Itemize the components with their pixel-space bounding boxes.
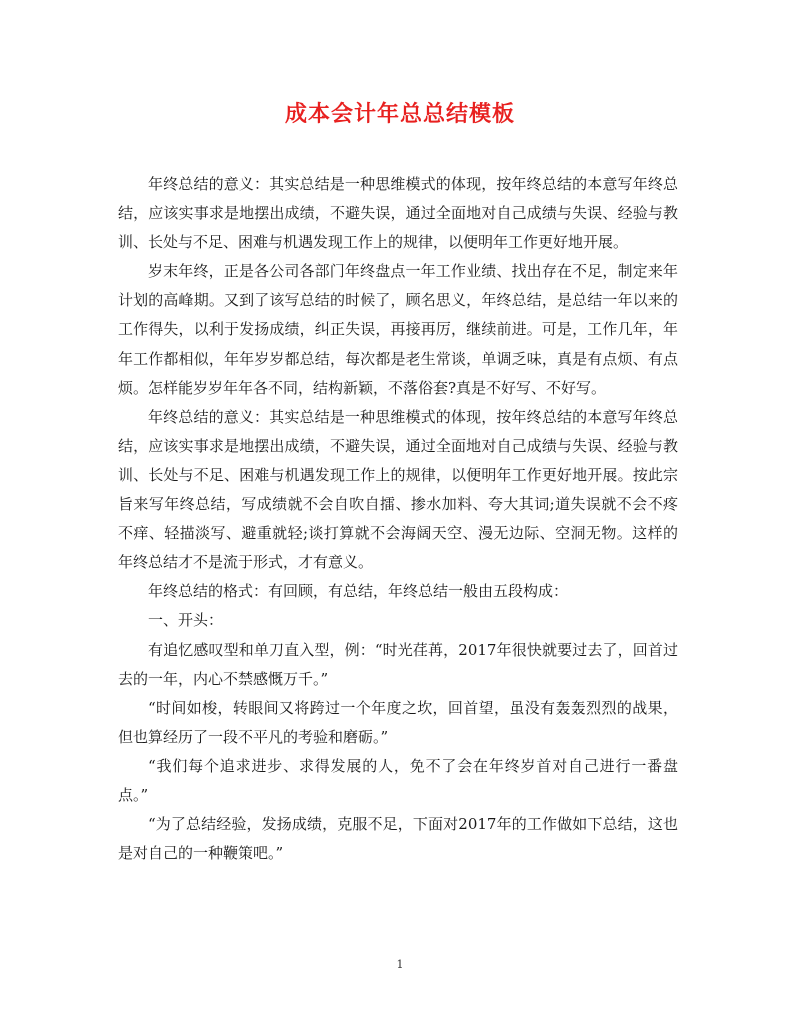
section-heading-opening: 一、开头： bbox=[148, 611, 224, 630]
paragraph-year-end: 岁末年终，正是各公司各部门年终盘点一年工作业绩、找出存在不足，制定来年计划的高峰期。又到了该写总结的时候了，顾名思义，年终总结，是总结一年以来的工作得失，以利于发扬成绩，纠正失误，再接再厉，继续前进。可是，工作几年，年年工作都相似，年年岁岁都总结，每次都是老生常谈，单调乏味，真是有点烦、有点烦。怎样能岁岁年年各不同，结构新颖，不落俗套?真是不好写、不好写。 bbox=[118, 262, 678, 397]
paragraph-format: 年终总结的格式：有回顾，有总结，年终总结一般由五段构成： bbox=[148, 582, 569, 601]
paragraph-quote-time: “时间如梭，转眼间又将跨过一个年度之坎，回首望，虽没有轰轰烈烈的战果，但也算经历了一段不平凡的考验和磨砺。” bbox=[118, 698, 678, 746]
paragraph-significance: 年终总结的意义：其实总结是一种思维模式的体现，按年终总结的本意写年终总结，应该实事求是地摆出成绩，不避失误，通过全面地对自己成绩与失误、经验与教训、长处与不足、困难与机遇发现工作上的规律，以便明年工作更好地开展。 bbox=[118, 175, 678, 252]
paragraph-quote-progress: “我们每个追求进步、求得发展的人，免不了会在年终岁首对自己进行一番盘点。” bbox=[118, 756, 678, 804]
paragraph-significance-extended: 年终总结的意义：其实总结是一种思维模式的体现，按年终总结的本意写年终总结，应该实事求是地摆出成绩，不避失误，通过全面地对自己成绩与失误、经验与教训、长处与不足、困难与机遇发现工作上的规律，以便明年工作更好地开展。按此宗旨来写年终总结，写成绩就不会自吹自擂、掺水加料、夸大其词;道失误就不会不疼不痒、轻描淡写、避重就轻;谈打算就不会海阔天空、漫无边际、空洞无物。这样的年终总结才不是流于形式，才有意义。 bbox=[118, 407, 678, 572]
page-number: 1 bbox=[396, 958, 404, 971]
document-body bbox=[118, 170, 678, 868]
paragraph-quote-summary: “为了总结经验，发扬成绩，克服不足，下面对2017年的工作做如下总结，这也是对自己的一种鞭策吧。” bbox=[118, 815, 678, 863]
paragraph-opening-types: 有追忆感叹型和单刀直入型，例：“时光荏苒，2017年很快就要过去了，回首过去的一年，内心不禁感慨万千。” bbox=[118, 640, 678, 688]
document-title: 成本会计年总总结模板 bbox=[284, 102, 515, 127]
